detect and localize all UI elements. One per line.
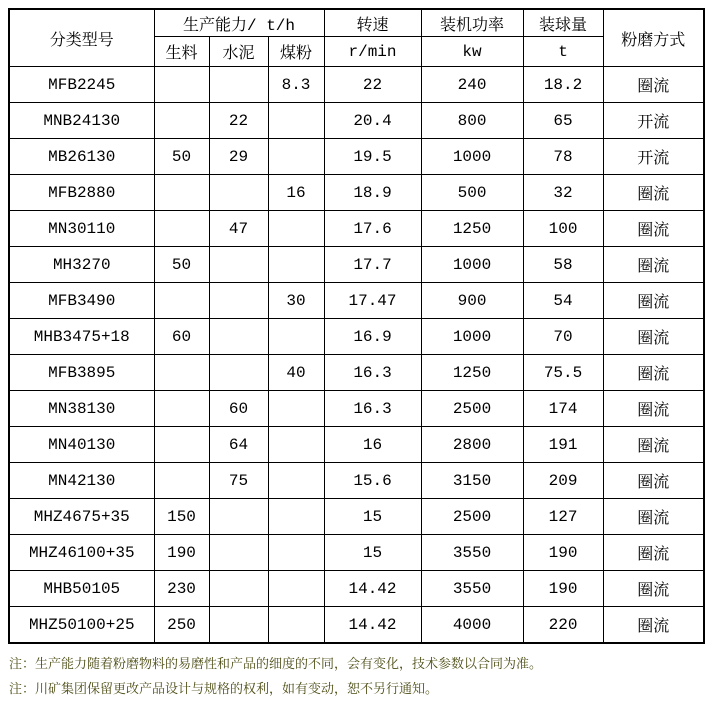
col-header-capacity-group: 生产能力/ t/h: [154, 9, 324, 37]
power-cell: 3550: [421, 571, 523, 607]
raw-material-cell: [154, 103, 209, 139]
cement-cell: 22: [209, 103, 268, 139]
grinding-method-cell: 圈流: [603, 463, 704, 499]
footnotes: [8, 655, 712, 699]
ball-load-cell: 54: [523, 283, 603, 319]
header-row-top: [9, 9, 704, 37]
ball-load-cell: 191: [523, 427, 603, 463]
power-cell: 1000: [421, 319, 523, 355]
model-cell: MH3270: [9, 247, 154, 283]
spec-table: [8, 8, 705, 644]
table-row: [9, 499, 704, 535]
speed-cell: 14.42: [324, 607, 421, 644]
raw-material-cell: 50: [154, 139, 209, 175]
grinding-method-cell: 圈流: [603, 607, 704, 644]
ball-load-cell: 100: [523, 211, 603, 247]
table-row: [9, 283, 704, 319]
coal-powder-cell: 16: [268, 175, 324, 211]
coal-powder-cell: [268, 211, 324, 247]
table-row: [9, 211, 704, 247]
power-cell: 3550: [421, 535, 523, 571]
ball-load-cell: 18.2: [523, 67, 603, 103]
coal-powder-cell: 8.3: [268, 67, 324, 103]
coal-powder-cell: [268, 319, 324, 355]
ball-load-cell: 75.5: [523, 355, 603, 391]
speed-cell: 16.3: [324, 355, 421, 391]
cement-cell: 75: [209, 463, 268, 499]
raw-material-cell: 150: [154, 499, 209, 535]
power-cell: 2800: [421, 427, 523, 463]
ball-load-cell: 78: [523, 139, 603, 175]
speed-cell: 17.7: [324, 247, 421, 283]
power-cell: 2500: [421, 391, 523, 427]
speed-cell: 16: [324, 427, 421, 463]
table-row: [9, 247, 704, 283]
speed-cell: 17.6: [324, 211, 421, 247]
grinding-method-cell: 开流: [603, 103, 704, 139]
col-header-speed-unit: r/min: [324, 37, 421, 67]
model-cell: MHZ4675+35: [9, 499, 154, 535]
table-row: [9, 67, 704, 103]
power-cell: 1000: [421, 247, 523, 283]
power-cell: 240: [421, 67, 523, 103]
ball-load-cell: 209: [523, 463, 603, 499]
ball-load-cell: 220: [523, 607, 603, 644]
table-row: [9, 319, 704, 355]
grinding-method-cell: 圈流: [603, 175, 704, 211]
speed-cell: 15.6: [324, 463, 421, 499]
power-cell: 1000: [421, 139, 523, 175]
model-cell: MN40130: [9, 427, 154, 463]
grinding-method-cell: 圈流: [603, 211, 704, 247]
raw-material-cell: [154, 355, 209, 391]
speed-cell: 14.42: [324, 571, 421, 607]
model-cell: MFB3490: [9, 283, 154, 319]
col-header-grinding-method: 粉磨方式: [603, 9, 704, 67]
model-cell: MFB2880: [9, 175, 154, 211]
model-cell: MB26130: [9, 139, 154, 175]
raw-material-cell: 230: [154, 571, 209, 607]
col-header-ball-load: 装球量: [523, 9, 603, 37]
table-row: [9, 571, 704, 607]
power-cell: 900: [421, 283, 523, 319]
footnote-rights: 注：川矿集团保留更改产品设计与规格的权利，如有变动，恕不另行通知。: [9, 682, 439, 697]
table-row: [9, 355, 704, 391]
model-cell: MN42130: [9, 463, 154, 499]
table-row: [9, 103, 704, 139]
model-cell: MN30110: [9, 211, 154, 247]
power-cell: 800: [421, 103, 523, 139]
speed-cell: 15: [324, 535, 421, 571]
cement-cell: [209, 607, 268, 644]
cement-cell: [209, 535, 268, 571]
table-row: [9, 607, 704, 644]
speed-cell: 15: [324, 499, 421, 535]
coal-powder-cell: [268, 247, 324, 283]
power-cell: 1250: [421, 211, 523, 247]
ball-load-cell: 127: [523, 499, 603, 535]
grinding-method-cell: 圈流: [603, 319, 704, 355]
raw-material-cell: [154, 67, 209, 103]
grinding-method-cell: 圈流: [603, 535, 704, 571]
footnote-capacity: 注：生产能力随着粉磨物料的易磨性和产品的细度的不同，会有变化，技术参数以合同为准。: [9, 657, 543, 672]
model-cell: MFB3895: [9, 355, 154, 391]
col-header-power: 装机功率: [421, 9, 523, 37]
col-header-ball-load-unit: t: [523, 37, 603, 67]
raw-material-cell: [154, 175, 209, 211]
col-header-model: 分类型号: [9, 9, 154, 67]
cement-cell: [209, 499, 268, 535]
table-row: [9, 175, 704, 211]
col-header-speed: 转速: [324, 9, 421, 37]
power-cell: 1250: [421, 355, 523, 391]
cement-cell: [209, 571, 268, 607]
raw-material-cell: [154, 211, 209, 247]
speed-cell: 19.5: [324, 139, 421, 175]
coal-powder-cell: [268, 535, 324, 571]
grinding-method-cell: 圈流: [603, 67, 704, 103]
grinding-method-cell: 圈流: [603, 571, 704, 607]
grinding-method-cell: 圈流: [603, 283, 704, 319]
coal-powder-cell: [268, 499, 324, 535]
table-row: [9, 139, 704, 175]
raw-material-cell: [154, 427, 209, 463]
col-header-raw-material: 生料: [154, 37, 209, 67]
raw-material-cell: 250: [154, 607, 209, 644]
coal-powder-cell: [268, 607, 324, 644]
col-header-power-unit: kw: [421, 37, 523, 67]
ball-load-cell: 58: [523, 247, 603, 283]
cement-cell: 29: [209, 139, 268, 175]
cement-cell: [209, 319, 268, 355]
coal-powder-cell: [268, 139, 324, 175]
model-cell: MNB24130: [9, 103, 154, 139]
cement-cell: [209, 283, 268, 319]
model-cell: MFB2245: [9, 67, 154, 103]
coal-powder-cell: [268, 427, 324, 463]
ball-load-cell: 174: [523, 391, 603, 427]
raw-material-cell: 190: [154, 535, 209, 571]
model-cell: MHB3475+18: [9, 319, 154, 355]
model-cell: MN38130: [9, 391, 154, 427]
speed-cell: 17.47: [324, 283, 421, 319]
ball-load-cell: 190: [523, 535, 603, 571]
speed-cell: 16.9: [324, 319, 421, 355]
ball-load-cell: 65: [523, 103, 603, 139]
model-cell: MHZ50100+25: [9, 607, 154, 644]
coal-powder-cell: [268, 103, 324, 139]
coal-powder-cell: 40: [268, 355, 324, 391]
coal-powder-cell: [268, 391, 324, 427]
power-cell: 3150: [421, 463, 523, 499]
table-row: [9, 535, 704, 571]
model-cell: MHB50105: [9, 571, 154, 607]
model-cell: MHZ46100+35: [9, 535, 154, 571]
speed-cell: 20.4: [324, 103, 421, 139]
table-row: [9, 391, 704, 427]
raw-material-cell: [154, 283, 209, 319]
power-cell: 500: [421, 175, 523, 211]
coal-powder-cell: 30: [268, 283, 324, 319]
ball-load-cell: 190: [523, 571, 603, 607]
grinding-method-cell: 开流: [603, 139, 704, 175]
table-row: [9, 427, 704, 463]
cement-cell: 47: [209, 211, 268, 247]
coal-powder-cell: [268, 571, 324, 607]
power-cell: 2500: [421, 499, 523, 535]
ball-load-cell: 32: [523, 175, 603, 211]
cement-cell: 64: [209, 427, 268, 463]
speed-cell: 16.3: [324, 391, 421, 427]
table-header: [9, 9, 704, 67]
speed-cell: 22: [324, 67, 421, 103]
raw-material-cell: 50: [154, 247, 209, 283]
coal-powder-cell: [268, 463, 324, 499]
cement-cell: [209, 67, 268, 103]
speed-cell: 18.9: [324, 175, 421, 211]
table-row: [9, 463, 704, 499]
raw-material-cell: 60: [154, 319, 209, 355]
cement-cell: [209, 247, 268, 283]
grinding-method-cell: 圈流: [603, 247, 704, 283]
raw-material-cell: [154, 391, 209, 427]
grinding-method-cell: 圈流: [603, 427, 704, 463]
table-body: [9, 67, 704, 644]
grinding-method-cell: 圈流: [603, 499, 704, 535]
grinding-method-cell: 圈流: [603, 391, 704, 427]
power-cell: 4000: [421, 607, 523, 644]
ball-load-cell: 70: [523, 319, 603, 355]
cement-cell: [209, 355, 268, 391]
col-header-coal-powder: 煤粉: [268, 37, 324, 67]
cement-cell: [209, 175, 268, 211]
raw-material-cell: [154, 463, 209, 499]
col-header-cement: 水泥: [209, 37, 268, 67]
grinding-method-cell: 圈流: [603, 355, 704, 391]
cement-cell: 60: [209, 391, 268, 427]
